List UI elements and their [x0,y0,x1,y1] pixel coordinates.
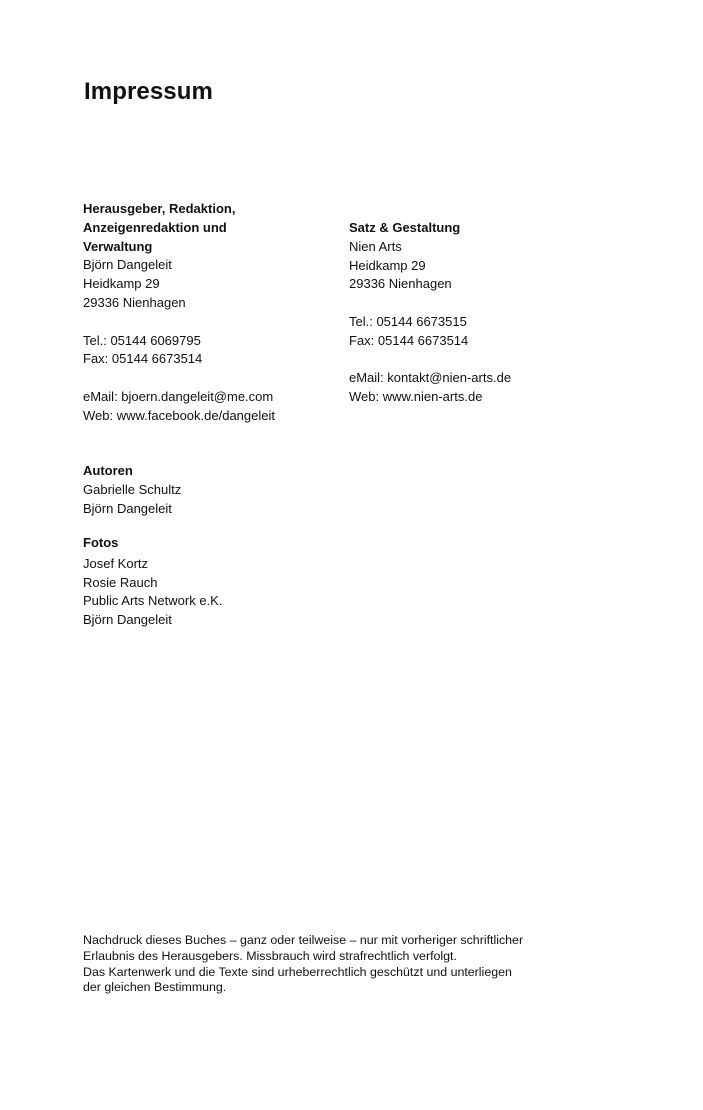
author-name: Gabrielle Schultz [83,481,182,497]
publisher-web: Web: www.facebook.de/dangeleit [83,407,275,423]
layout-credit-block [349,219,511,407]
publisher-tel: Tel.: 05144 6069795 [83,332,201,348]
copyright-line: Erlaubnis des Herausgebers. Missbrauch wird strafrechtlich verfolgt. [83,948,457,963]
publisher-block [83,200,275,426]
copyright-line: Nachdruck dieses Buches – ganz oder teilweise – nur mit vorheriger schriftlicher [83,933,524,947]
page-title: Impressum [84,78,213,105]
publisher-email: eMail: bjoern.dangeleit@me.com [83,388,274,404]
layout-credit-name: Nien Arts [349,238,402,254]
publisher-heading-line-3: Verwaltung [83,238,153,254]
layout-credit-street: Heidkamp 29 [349,257,426,273]
publisher-name: Björn Dangeleit [83,257,172,273]
photographer-name: Public Arts Network e.K. [83,593,223,609]
photographer-name: Rosie Rauch [83,574,158,590]
publisher-city: 29336 Nienhagen [83,294,186,310]
copyright-notice [83,933,583,996]
publisher-street: Heidkamp 29 [83,276,160,292]
layout-credit-city: 29336 Nienhagen [349,276,452,292]
layout-credit-fax: Fax: 05144 6673514 [349,332,469,348]
publisher-heading-line-2: Anzeigenredaktion und [83,219,227,235]
authors-heading: Autoren [83,463,133,478]
photographer-name: Josef Kortz [83,555,149,571]
photos-block [83,534,222,630]
layout-credit-heading: Satz & Gestaltung [349,220,461,235]
photographer-name: Björn Dangeleit [83,612,172,628]
publisher-heading-line-1: Herausgeber, Redaktion, [83,201,236,216]
publisher-fax: Fax: 05144 6673514 [83,351,203,367]
author-name: Björn Dangeleit [83,500,172,516]
photos-heading: Fotos [83,535,119,550]
layout-credit-email: eMail: kontakt@nien-arts.de [349,370,512,386]
authors-block [83,462,181,518]
copyright-line: der gleichen Bestimmung. [83,980,227,995]
layout-credit-tel: Tel.: 05144 6673515 [349,313,467,329]
copyright-line: Das Kartenwerk und die Texte sind urheberrechtlich geschützt und unterliegen [83,964,512,979]
layout-credit-web: Web: www.nien-arts.de [349,389,483,405]
